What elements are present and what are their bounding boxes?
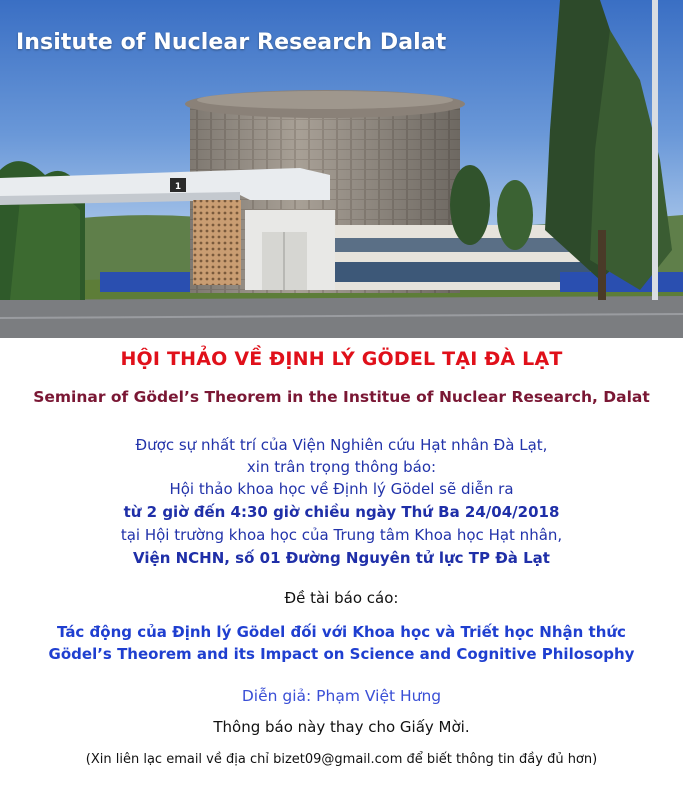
invitation-note: Thông báo này thay cho Giấy Mời.	[213, 718, 470, 736]
speaker-name: Diễn giả: Phạm Việt Hưng	[241, 687, 442, 705]
topic-vietnamese: Tác động của Định lý Gödel đối với Khoa học và Triết học Nhận thức	[57, 623, 626, 641]
topic-english: Gödel’s Theorem and its Impact on Science and Cognitive Philosophy	[48, 645, 635, 663]
seminar-time: từ 2 giờ đến 4:30 giờ chiều ngày Thứ Ba 24/04/2018	[123, 503, 560, 521]
reactor-building-photo	[0, 0, 683, 338]
building-number-label: 1	[174, 182, 182, 192]
institute-title: Insitute of Nuclear Research Dalat	[16, 30, 447, 55]
intro-line: Hội thảo khoa học về Định lý Gödel sẽ diễn ra	[169, 480, 514, 498]
intro-line: xin trân trọng thông báo:	[246, 458, 437, 476]
intro-line: Được sự nhất trí của Viện Nghiên cứu Hạt nhân Đà Lạt,	[135, 436, 548, 454]
seminar-venue: tại Hội trường khoa học của Trung tâm Khoa học Hạt nhân,	[120, 526, 563, 544]
topic-label: Đề tài báo cáo:	[284, 589, 399, 607]
contact-note: (Xin liên lạc email về địa chỉ bizet09@gmail.com để biết thông tin đầy đủ hơn)	[85, 752, 598, 767]
seminar-title-vietnamese: HỘI THẢO VỀ ĐỊNH LÝ GÖDEL TẠI ĐÀ LẠT	[120, 348, 563, 370]
seminar-address: Viện NCHN, số 01 Đường Nguyên tử lực TP Đà Lạt	[133, 549, 550, 567]
seminar-title-english: Seminar of Gödel’s Theorem in the Institue of Nuclear Research, Dalat	[33, 388, 650, 406]
